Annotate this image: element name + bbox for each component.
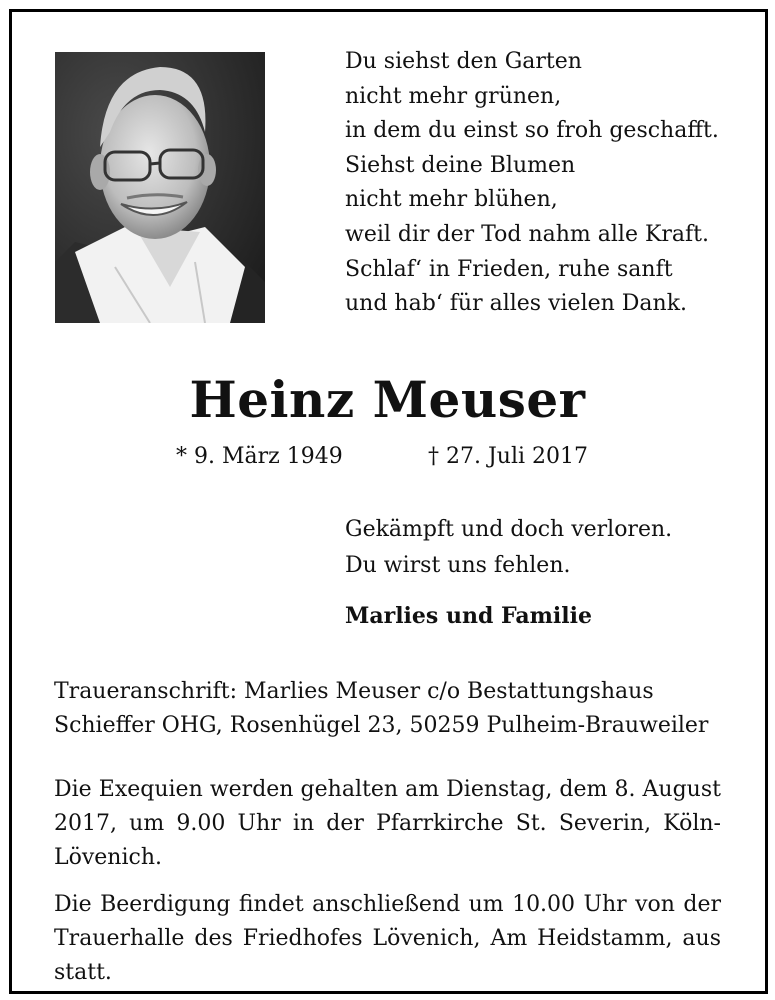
- poem-line: in dem du einst so froh geschafft.: [345, 118, 719, 144]
- funeral-mass-info: Die Exequien werden gehalten am Dienstag, dem 8. August 2017, um 9.00 Uhr in der Pfarrkirche St. Severin, Köln-Lövenich.: [54, 777, 721, 870]
- poem-line: weil dir der Tod nahm alle Kraft.: [345, 221, 709, 247]
- poem-line: nicht mehr blühen,: [345, 187, 558, 213]
- deceased-name: Heinz Meuser: [189, 370, 586, 429]
- poem-line: Du siehst den Garten: [345, 49, 582, 74]
- death-date: † 27. Juli 2017: [428, 444, 589, 469]
- address-line: Schieffer OHG, Rosenhügel 23, 50259 Pulheim-Brauweiler: [54, 713, 709, 738]
- birth-date: * 9. März 1949: [176, 444, 343, 469]
- motto-line: Du wirst uns fehlen.: [345, 553, 571, 578]
- address-line: Traueranschrift: Marlies Meuser c/o Bestattungshaus: [54, 679, 654, 704]
- burial-info: Die Beerdigung findet anschließend um 10.00 Uhr von der Trauerhalle des Friedhofes Lövenich, Am Heidstamm, aus statt.: [54, 892, 721, 985]
- poem-line: nicht mehr grünen,: [345, 83, 562, 109]
- signers: Marlies und Familie: [345, 603, 593, 629]
- poem-line: Schlaf‘ in Frieden, ruhe sanft: [345, 256, 673, 282]
- poem-line: und hab‘ für alles vielen Dank.: [345, 291, 688, 317]
- portrait-photo: [55, 52, 265, 323]
- mourning-address: [54, 675, 721, 743]
- poem-line: Siehst deine Blumen: [345, 152, 576, 178]
- memorial-poem: [345, 45, 745, 322]
- motto-line: Gekämpft und doch verloren.: [345, 517, 673, 542]
- motto: [345, 512, 672, 584]
